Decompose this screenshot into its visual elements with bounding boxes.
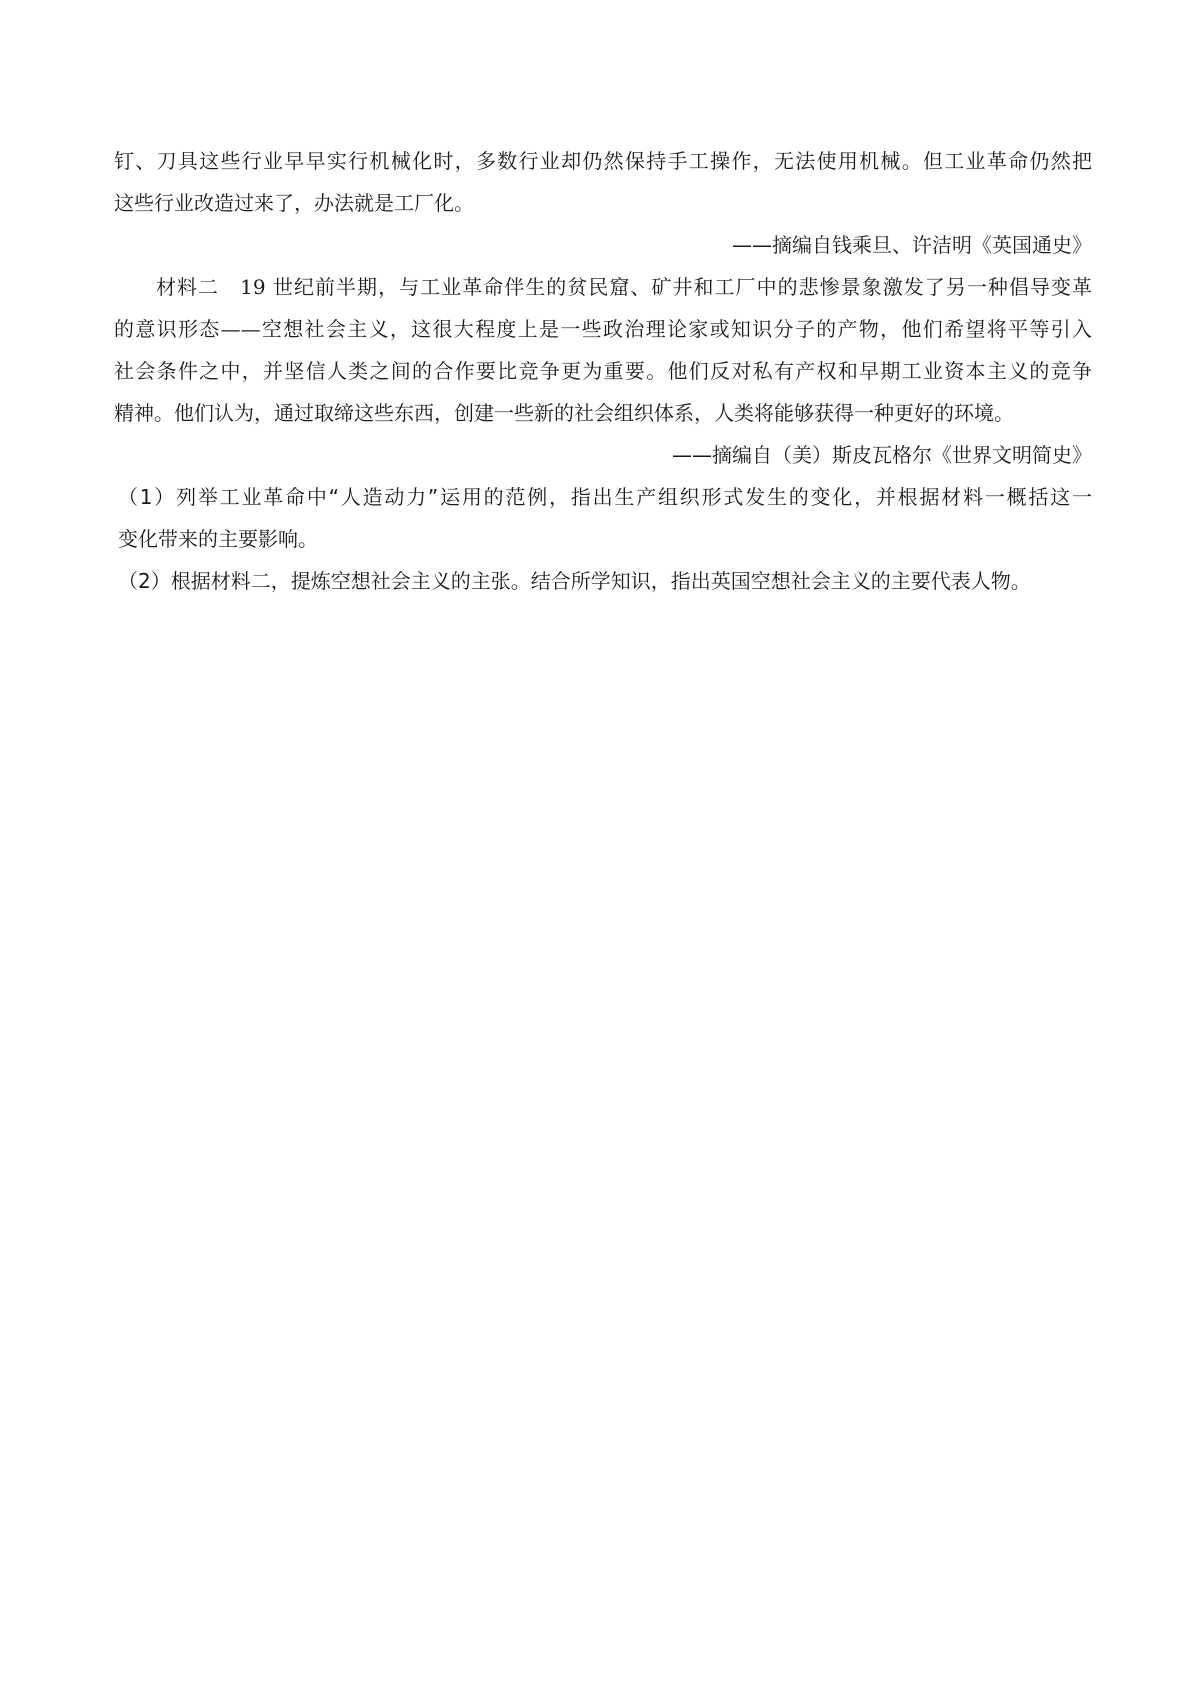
document-content: [114, 140, 1092, 602]
material-one-line-2: 这些行业改造过来了，办法就是工厂化。: [114, 191, 474, 215]
material-two-line-3: 社会条件之中，并坚信人类之间的合作要比竞争更为重要。他们反对私有产权和早期工业资本主义的竞争: [114, 359, 1092, 383]
question-2: （2）根据材料二，提炼空想社会主义的主张。结合所学知识，指出英国空想社会主义的主要代表人物。: [118, 569, 1031, 593]
material-two-line-1: 材料二 19 世纪前半期，与工业革命伴生的贫民窟、矿井和工厂中的悲惨景象激发了另一种倡导变革: [156, 275, 1092, 299]
material-one-source: ——摘编自钱乘旦、许洁明《英国通史》: [732, 233, 1092, 257]
material-one-line-1: 钉、刀具这些行业早早实行机械化时，多数行业却仍然保持手工操作，无法使用机械。但工业革命仍然把: [114, 149, 1092, 173]
material-two-line-4: 精神。他们认为，通过取缔这些东西，创建一些新的社会组织体系，人类将能够获得一种更好的环境。: [114, 401, 1014, 425]
material-two-source: ——摘编自（美）斯皮瓦格尔《世界文明简史》: [672, 443, 1092, 467]
question-1-line-2: 变化带来的主要影响。: [118, 527, 318, 551]
material-two-line-2: 的意识形态——空想社会主义，这很大程度上是一些政治理论家或知识分子的产物，他们希望将平等引入: [114, 317, 1092, 341]
question-1-line-1: （1）列举工业革命中“人造动力”运用的范例，指出生产组织形式发生的变化，并根据材料一概括这一: [118, 485, 1092, 509]
